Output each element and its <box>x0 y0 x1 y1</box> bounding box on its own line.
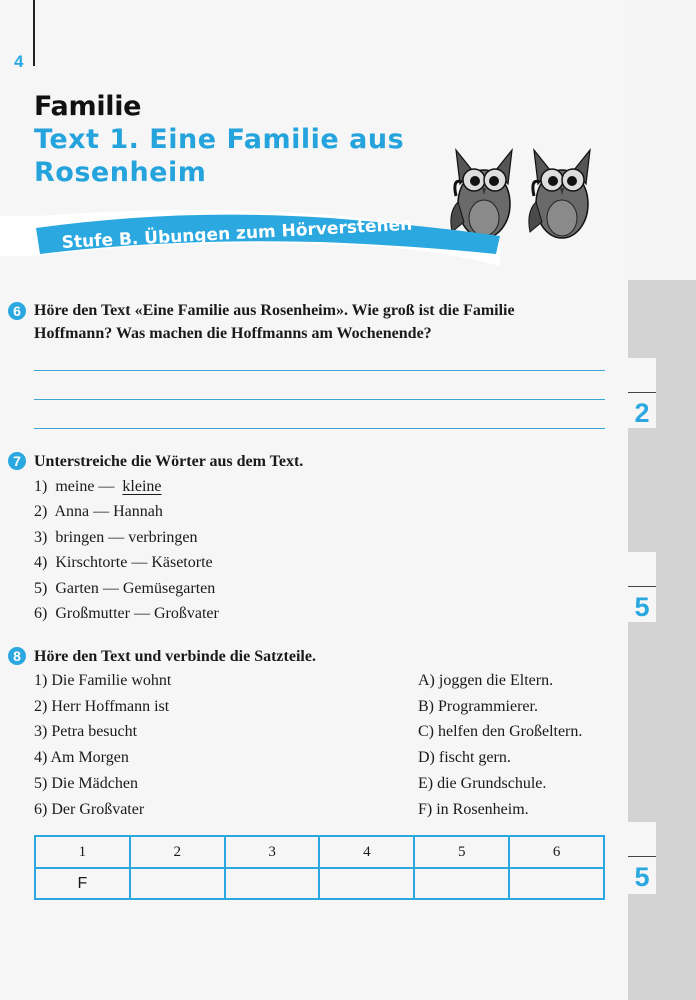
exercise-number: 7 <box>8 452 26 470</box>
score-points: 2 <box>634 398 650 428</box>
sentence-start: 5) Die Mädchen <box>34 775 138 792</box>
answer-cell[interactable] <box>509 868 604 899</box>
score-box <box>628 822 656 894</box>
answer-cell[interactable] <box>130 868 225 899</box>
sentence-end: E) die Grundschule. <box>418 775 547 792</box>
margin-rule <box>33 0 35 66</box>
answer-table <box>34 835 605 900</box>
text-title: Text 1. Eine Familie aus Rosenheim <box>34 124 405 188</box>
score-points: 5 <box>634 592 650 622</box>
sentence-start: 3) Petra besucht <box>34 723 138 740</box>
table-header-cell: 5 <box>414 836 509 868</box>
answer-cell[interactable] <box>225 868 320 899</box>
sentence-end: B) Programmierer. <box>418 698 538 715</box>
page-number: 4 <box>14 52 24 71</box>
banner-text: Stufe B. Übungen zum Hörverstehen <box>61 214 413 253</box>
score-points: 5 <box>634 862 650 892</box>
sentence-end: C) helfen den Großeltern. <box>418 723 583 740</box>
exercise-number: 6 <box>8 302 26 320</box>
list-item: 5) Garten — Gemüsegarten <box>34 580 216 597</box>
list-item: 2) Anna — Hannah <box>34 503 163 520</box>
answer-line[interactable] <box>34 428 605 429</box>
score-box <box>628 552 656 622</box>
sentence-start: 1) Die Familie wohnt <box>34 672 172 689</box>
table-header-cell: 1 <box>35 836 130 868</box>
sentence-start: 4) Am Morgen <box>34 749 129 766</box>
table-header-row <box>35 836 604 868</box>
table-header-cell: 3 <box>225 836 320 868</box>
list-item: 6) Großmutter — Großvater <box>34 605 219 622</box>
score-box <box>628 358 656 428</box>
sentence-start: 6) Der Großvater <box>34 801 145 818</box>
list-item: 4) Kirschtorte — Käsetorte <box>34 554 213 571</box>
answer-cell[interactable]: F <box>35 868 130 899</box>
table-header-cell: 2 <box>130 836 225 868</box>
underlined-word: kleine <box>122 478 162 495</box>
exercise-instruction: Höre den Text «Eine Familie aus Rosenheim». Wie groß ist die Familie Hoffmann? Was machen die Hoffmanns am Wochenende? <box>34 302 515 342</box>
list-item: 3) bringen — verbringen <box>34 529 198 546</box>
answer-cell[interactable] <box>414 868 509 899</box>
answer-line[interactable] <box>34 370 605 371</box>
table-answer-row <box>35 868 604 899</box>
page-title: Familie <box>34 91 142 122</box>
table-header-cell: 4 <box>319 836 414 868</box>
exercise-instruction: Unterstreiche die Wörter aus dem Text. <box>34 453 304 470</box>
answer-line[interactable] <box>34 399 605 400</box>
sentence-end: D) fischt gern. <box>418 749 511 766</box>
sentence-end: F) in Rosenheim. <box>418 801 529 818</box>
table-header-cell: 6 <box>509 836 604 868</box>
sentence-start: 2) Herr Hoffmann ist <box>34 698 170 715</box>
list-item: 1) meine — kleine <box>34 478 162 495</box>
sentence-end: A) joggen die Eltern. <box>418 672 554 689</box>
exercise-number: 8 <box>8 647 26 665</box>
section-banner <box>0 206 628 266</box>
exercise-instruction: Höre den Text und verbinde die Satzteile. <box>34 648 316 665</box>
answer-cell[interactable] <box>319 868 414 899</box>
